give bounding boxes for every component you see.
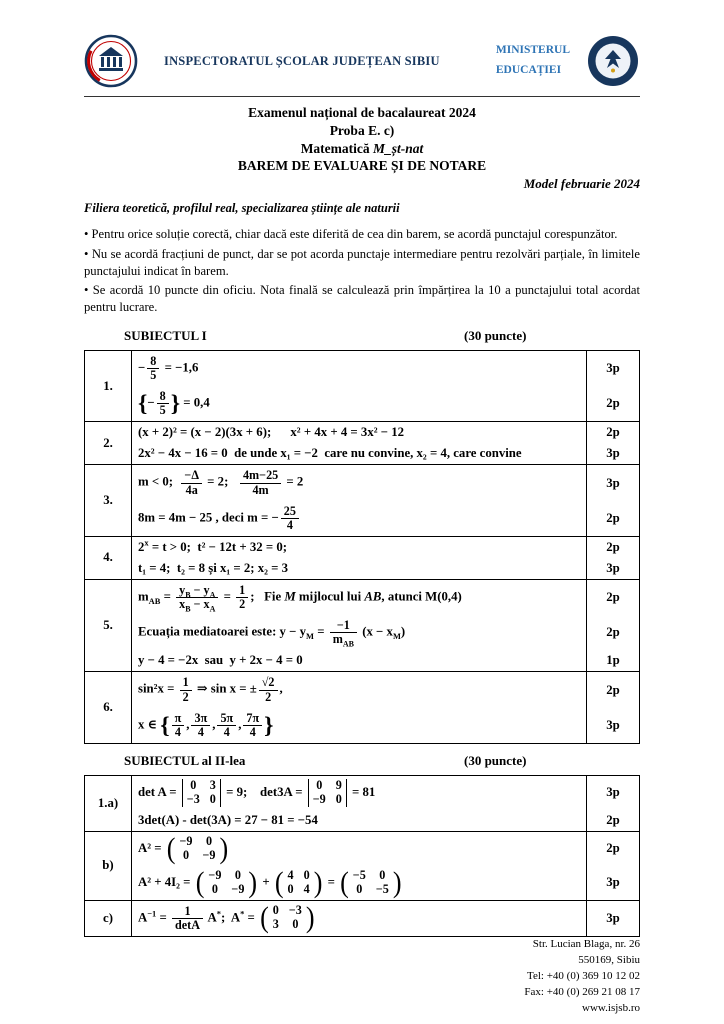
section-points: (30 puncte)	[464, 327, 527, 343]
model-date: Model februarie 2024	[523, 176, 640, 192]
solution-cell: det A = 0 3 −3 0 = 9; det3A = 0 9 −9 0 = 81	[132, 775, 587, 809]
item-number-cell: 6.	[85, 672, 132, 744]
item-number-cell: b)	[85, 831, 132, 900]
grading-note: • Se acordă 10 puncte din oficiu. Nota finală se calculează prin împărțirea la 10 a punctajului total acordat pentru lucrare.	[84, 283, 640, 315]
matrix: ( −9 0 0 −9 )	[195, 865, 258, 899]
fraction: $\frac{8}{5}$	[147, 355, 159, 382]
item-number-cell: 3.	[85, 465, 132, 537]
brace-delimiter: }	[170, 390, 181, 417]
footer-line: Fax: +40 (0) 269 21 08 17	[524, 985, 640, 998]
table-row	[85, 900, 640, 936]
points-cell: 3p	[587, 465, 640, 501]
table-row	[85, 831, 640, 865]
table-row	[85, 866, 640, 900]
section-title: SUBIECTUL al II-lea	[124, 752, 246, 768]
brace-delimiter: }	[264, 712, 274, 739]
points-cell: 2p	[587, 579, 640, 615]
title-block	[84, 104, 640, 175]
fraction: $\frac{7\pi}{4}$	[243, 712, 262, 739]
points-cell: 3p	[587, 775, 640, 809]
points-cell: 3p	[587, 558, 640, 580]
item-number-cell: 4.	[85, 536, 132, 579]
matrix: ( −5 0 0 −5 )	[340, 865, 402, 899]
points-cell: 2p	[587, 831, 640, 865]
table-row	[85, 536, 640, 558]
table-row	[85, 501, 640, 537]
table-row	[85, 579, 640, 615]
solution-cell: x ∈ { $\frac{\pi}{4}$ , $\frac{3\pi}{4}$ , $\frac{5\pi}{4}$ , $\frac{7\pi}{4}$ }	[138, 710, 274, 739]
points-cell: 2p	[587, 501, 640, 537]
determinant: 0 3 −3 0	[182, 779, 221, 807]
brace-delimiter: {	[138, 390, 148, 417]
solution-cell: 8m = 4m − 25 , deci m = − $\frac{25}{4}$	[132, 501, 587, 537]
item-number-cell: 1.a)	[85, 775, 132, 831]
fraction: $\frac{1}{2}$	[180, 676, 192, 703]
subject-title	[84, 140, 640, 158]
solution-cell: Ecuația mediatoarei este: $y - y_M$ = $\frac{-1}{m_{AB}}$ $(x - x_M)$	[138, 618, 406, 649]
filiera-line: Filiera teoretică, profilul real, specializarea științe ale naturii	[84, 201, 400, 216]
brace-delimiter: {	[160, 712, 170, 739]
points-cell: 3p	[587, 866, 640, 900]
table-row	[85, 672, 640, 708]
solution-cell: y − 4 = −2x sau y + 2x − 4 = 0	[138, 653, 303, 668]
fraction: $\frac{-\Delta}{4a}$	[181, 469, 202, 496]
solution-cell: − $\frac{8}{5}$ = −1,6	[132, 350, 587, 386]
fraction: $\frac{1}{2}$	[236, 584, 248, 611]
solution-cell: (x + 2)² = (x − 2)(3x + 6); x² + 4x + 4 = 3x² − 12	[132, 422, 587, 444]
fraction: $\frac{\pi}{4}$	[172, 712, 185, 739]
barem-sections	[84, 319, 640, 937]
fraction: $\frac{5\pi}{4}$	[217, 712, 236, 739]
item-number-cell: 1.	[85, 350, 132, 422]
isj-sibiu-logo	[84, 34, 138, 88]
romanian-government-logo	[586, 34, 640, 88]
barem-table	[84, 350, 640, 744]
footer-address	[84, 937, 640, 1017]
table-row	[85, 386, 640, 422]
fraction: $\frac{-1}{m_{AB}}$	[330, 619, 357, 646]
points-cell: 2p	[587, 672, 640, 708]
fraction: $\frac{y_B - y_A}{x_B - x_A}$	[176, 584, 218, 611]
item-number-cell: c)	[85, 900, 132, 936]
subject-title-code: M_șt-nat	[373, 140, 424, 156]
table-row	[85, 443, 640, 465]
solution-cell: t₁ = 4; t₂ = 8 și x₁ = 2; x₂ = 3	[138, 560, 289, 575]
table-row	[85, 650, 640, 672]
grading-note: • Nu se acordă fracțiuni de punct, dar se pot acorda punctaje intermediare pentru rezolvări parțiale, în limitele punctajului indicat în barem.	[84, 246, 640, 278]
grading-note: • Pentru orice soluție corectă, chiar dacă este diferită de cea din barem, se acordă punctajul corespunzător.	[84, 227, 618, 242]
fraction: $\frac{8}{5}$	[157, 390, 169, 417]
points-cell: 1p	[587, 650, 640, 672]
section-heading	[84, 753, 640, 771]
barem-table	[84, 775, 640, 937]
item-number-cell: 5.	[85, 579, 132, 672]
determinant: 0 9 −9 0	[308, 779, 347, 807]
solution-cell: $A^{-1}$ = $\frac{1}{\det A}$ A*; A* = ( 0 −3 3 0 )	[132, 900, 587, 936]
subject-title-prefix: Matematică	[300, 140, 374, 156]
table-row	[85, 558, 640, 580]
ministry-name	[496, 41, 570, 80]
fraction: $\frac{4m-25}{4m}$	[240, 469, 281, 496]
points-cell: 2p	[587, 810, 640, 832]
inspectorate-name: INSPECTORATUL ȘCOLAR JUDEȚEAN SIBIU	[164, 53, 440, 68]
footer-line: Tel: +40 (0) 369 10 12 02	[527, 969, 640, 982]
grading-notes	[84, 226, 640, 319]
solution-cell: 3det(A) - det(3A) = 27 − 81 = −54	[138, 812, 318, 827]
points-cell: 3p	[587, 350, 640, 386]
table-row	[85, 422, 640, 444]
table-row	[85, 350, 640, 386]
proba-title: Proba E. c)	[329, 122, 395, 138]
solution-cell: sin²x = $\frac{1}{2}$ ⇒ sin x = ± $\frac{√2}{2}$ ,	[132, 672, 587, 708]
letterhead	[84, 34, 640, 97]
barem-title: BAREM DE EVALUARE ȘI DE NOTARE	[237, 158, 487, 174]
solution-cell: 2x² − 4x − 16 = 0 de unde x₁ = −2 care nu convine, x₂ = 4, care convine	[138, 446, 522, 461]
fraction: $\frac{25}{4}$	[281, 505, 299, 532]
item-number-cell: 2.	[85, 422, 132, 465]
fraction: $\frac{3\pi}{4}$	[191, 712, 210, 739]
matrix: ( 4 0 0 4 )	[274, 865, 323, 899]
fraction: $\frac{√2}{2}$	[259, 676, 278, 703]
points-cell: 2p	[587, 536, 640, 558]
footer-line: Str. Lucian Blaga, nr. 26	[532, 937, 640, 950]
solution-cell: $m_{AB}$ = $\frac{y_B - y_A}{x_B - x_A}$ = $\frac{1}{2}$ ; Fie M mijlocul lui AB, atunci M(0,4)	[132, 579, 587, 615]
solution-cell: A² = ( −9 0 0 −9 )	[132, 831, 587, 865]
table-row	[85, 775, 640, 809]
table-row	[85, 465, 640, 501]
solution-cell: $2^x = t > 0$; t² − 12t + 32 = 0;	[132, 536, 587, 558]
solution-cell: m < 0; $\frac{-\Delta}{4a}$ = 2; $\frac{4m-25}{4m}$ = 2	[132, 465, 587, 501]
solution-cell: A² + 4I₂ = ( −9 0 0 −9 ) + ( 4 0 0 4 ) = ( −5 0 0 −5 )	[138, 865, 402, 899]
table-row	[85, 708, 640, 744]
ministry-line-2: EDUCAȚIEI	[495, 64, 562, 76]
matrix: ( 0 −3 3 0 )	[260, 901, 315, 935]
points-cell: 3p	[587, 900, 640, 936]
footer-line: www.isjsb.ro	[582, 1001, 640, 1014]
fraction: $\frac{1}{\det A}$	[172, 905, 203, 932]
exam-title: Examenul național de bacalaureat 2024	[248, 105, 476, 120]
points-cell: 2p	[587, 615, 640, 650]
section-heading	[84, 328, 640, 346]
matrix: ( −9 0 0 −9 )	[166, 832, 229, 865]
ministry-line-1: MINISTERUL	[495, 44, 570, 57]
points-cell: 3p	[587, 443, 640, 465]
footer-line: 550169, Sibiu	[578, 953, 640, 966]
section-title: SUBIECTUL I	[124, 327, 207, 343]
table-row	[85, 810, 640, 832]
points-cell: 2p	[587, 386, 640, 422]
table-row	[85, 615, 640, 650]
points-cell: 3p	[587, 708, 640, 744]
points-cell: 2p	[587, 422, 640, 444]
solution-cell: {− $\frac{8}{5}$ } = 0,4	[138, 389, 210, 418]
section-points: (30 puncte)	[464, 752, 527, 768]
